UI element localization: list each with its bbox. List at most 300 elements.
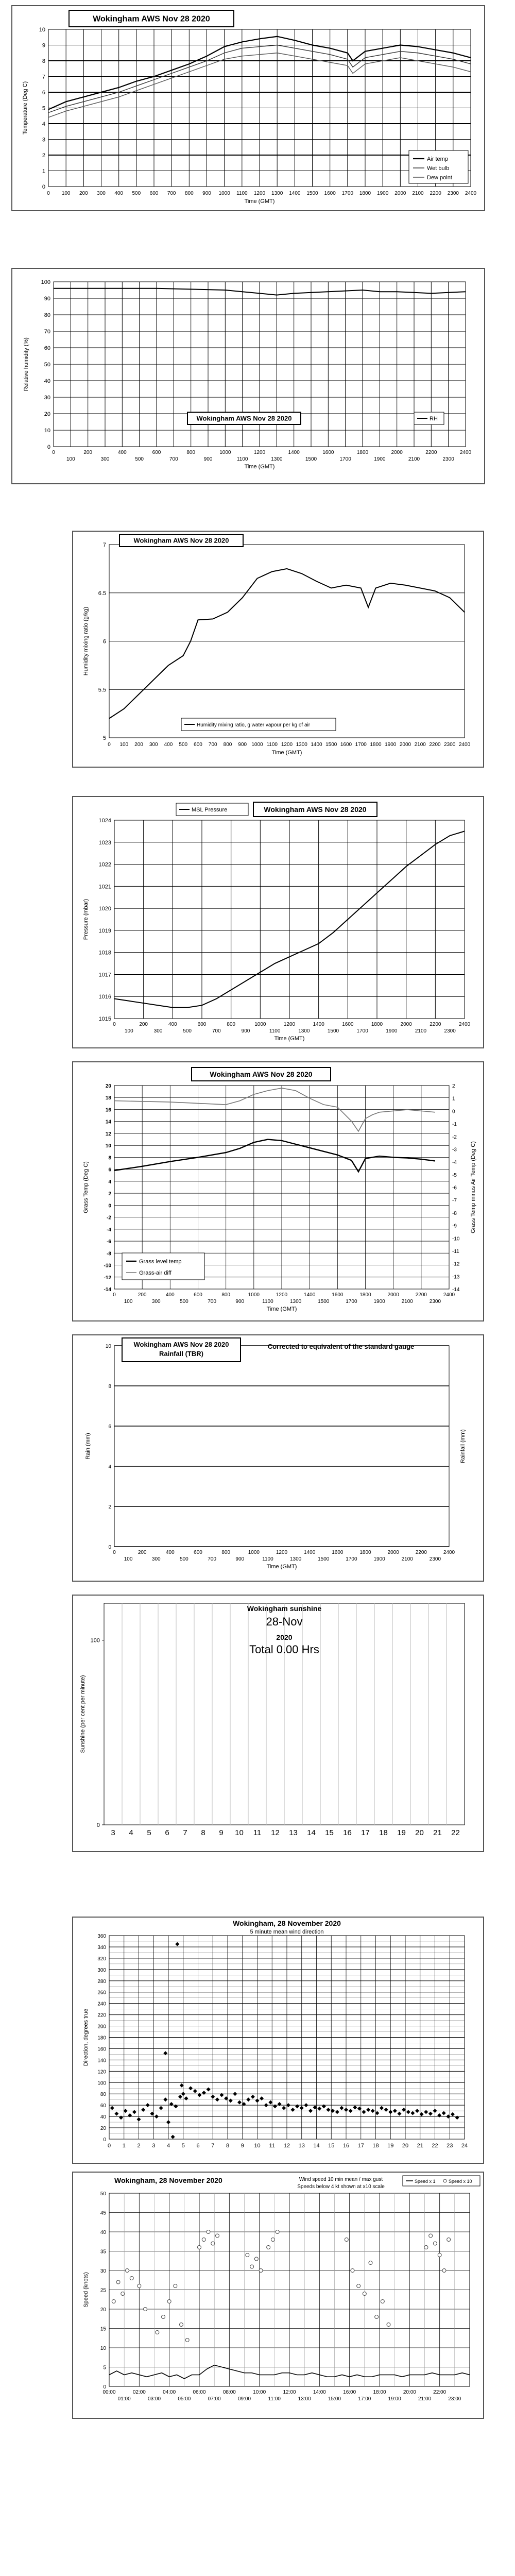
y-tick-label: 5: [103, 2365, 106, 2371]
y2-tick-label: -3: [452, 1147, 457, 1153]
direction-point: [251, 2095, 255, 2099]
y-tick-label: 60: [100, 2103, 106, 2109]
y-tick-label: 1022: [98, 861, 111, 868]
x-tick-label: 1800: [359, 1292, 371, 1298]
y2-tick-label: -6: [452, 1185, 457, 1191]
x-tick-label: 600: [149, 191, 159, 196]
x-tick-label: 9: [241, 2143, 244, 2149]
x-tick-label: 500: [180, 1556, 188, 1562]
direction-point: [166, 2120, 170, 2124]
y2-tick-label: -7: [452, 1198, 457, 1204]
x-tick-label: 2100: [414, 742, 426, 748]
direction-point: [163, 2097, 167, 2102]
speed-x10-point: [198, 2246, 201, 2249]
y-tick-label: 10: [105, 1344, 111, 1349]
x-tick-label: 700: [208, 1299, 216, 1304]
direction-point: [384, 2108, 388, 2112]
x-tick-label: 2000: [387, 1550, 399, 1555]
direction-point: [304, 2103, 308, 2107]
speed-x10-point: [369, 2261, 372, 2265]
chart-date: 28-Nov: [266, 1615, 303, 1628]
x-tick-label: 1700: [346, 1299, 357, 1304]
x-tick-label: 20:00: [403, 2389, 416, 2395]
y-tick-label: 0: [47, 444, 50, 450]
y2-tick-label: -14: [452, 1287, 460, 1293]
rainfall-chart: [73, 1335, 483, 1581]
legend-label: Air temp: [427, 156, 448, 162]
x-tick-label: 7: [183, 1828, 187, 1837]
x-tick-label: 200: [134, 742, 143, 748]
y2-tick-label: 1: [452, 1096, 455, 1102]
x-tick-label: 04:00: [163, 2389, 176, 2395]
x-tick-label: 800: [227, 1022, 236, 1027]
y-tick-label: 15: [100, 2326, 106, 2332]
x-tick-label: 1500: [306, 191, 318, 196]
x-tick-label: 1300: [289, 1556, 302, 1562]
direction-point: [137, 2117, 141, 2122]
x-tick-label: 1200: [276, 1292, 288, 1298]
speed-x10-point: [271, 2238, 274, 2242]
y-tick-label: 50: [44, 362, 50, 368]
chart-title: Wokingham AWS Nov 28 2020: [210, 1070, 313, 1078]
x-tick-label: 0: [107, 2143, 111, 2149]
x-tick-label: 1800: [359, 191, 371, 196]
direction-point: [388, 2110, 392, 2114]
x-tick-label: 14:00: [313, 2389, 326, 2395]
speed-x10-point: [116, 2280, 120, 2284]
direction-point: [344, 2108, 348, 2112]
x-tick-label: 1300: [289, 1299, 302, 1304]
legend: [122, 1253, 204, 1280]
x-tick-label: 900: [241, 1028, 250, 1034]
chart-subtitle-2: Speeds below 4 kt shown at x10 scale: [297, 2184, 385, 2190]
legend: [181, 718, 336, 731]
x-tick-label: 1400: [313, 1022, 324, 1027]
x-tick-label: 17:00: [358, 2396, 371, 2402]
y-tick-label: 180: [97, 2035, 106, 2041]
x-tick-label: 20: [402, 2143, 409, 2149]
x-tick-label: 1800: [356, 450, 369, 455]
direction-point: [415, 2109, 419, 2113]
x-tick-label: 200: [138, 1550, 147, 1555]
x-tick-label: 13: [289, 1828, 298, 1837]
direction-point: [398, 2112, 402, 2116]
x-tick-label: 800: [186, 450, 196, 455]
x-tick-label: 10: [254, 2143, 261, 2149]
mixing-ratio-chart: [73, 532, 483, 767]
x-tick-label: 05:00: [178, 2396, 191, 2402]
direction-point: [455, 2115, 459, 2120]
x-tick-label: 800: [184, 191, 194, 196]
chart-title: Wokingham, 28 November 2020: [233, 1919, 341, 1927]
y-tick-label: 4: [42, 121, 45, 127]
y-axis-label: Direction, degrees true: [83, 2008, 89, 2066]
x-tick-label: 2400: [458, 742, 471, 748]
direction-point: [114, 2112, 118, 2116]
x-tick-label: 21: [433, 1828, 442, 1837]
x-tick-label: 1000: [248, 1292, 260, 1298]
direction-point: [154, 2114, 159, 2119]
x-tick-label: 1100: [262, 1556, 273, 1562]
x-tick-label: 13:00: [298, 2396, 311, 2402]
direction-point: [380, 2106, 384, 2110]
x-tick-label: 1500: [318, 1556, 330, 1562]
y-tick-label: 6: [102, 638, 106, 645]
y-tick-label: 300: [97, 1967, 106, 1973]
speed-x10-point: [156, 2331, 159, 2334]
y-tick-label: 2: [108, 1504, 111, 1510]
x-axis-label: Time (GMT): [244, 198, 275, 205]
x-tick-label: 2400: [458, 1022, 471, 1027]
x-tick-label: 12:00: [283, 2389, 296, 2395]
x-tick-label: 16: [342, 2143, 350, 2149]
speed-x10-point: [180, 2323, 183, 2327]
x-tick-label: 1000: [218, 191, 230, 196]
legend-label: Grass-air diff: [139, 1270, 171, 1276]
x-tick-label: 1200: [281, 742, 293, 748]
y2-tick-label: -11: [452, 1248, 459, 1255]
y2-tick-label: -1: [452, 1122, 457, 1128]
x-tick-label: 800: [221, 1550, 231, 1555]
x-tick-label: 07:00: [208, 2396, 221, 2402]
x-tick-label: 1800: [371, 1022, 383, 1027]
direction-point: [308, 2109, 313, 2113]
x-tick-label: 1400: [288, 450, 300, 455]
chart-subtitle: Rainfall (TBR): [159, 1350, 203, 1358]
y-tick-label: 260: [97, 1990, 106, 1996]
x-tick-label: 400: [164, 742, 173, 748]
y-tick-label: 30: [44, 395, 50, 401]
series-line-grass-temp: [114, 1140, 435, 1172]
direction-point: [128, 2113, 132, 2117]
y-tick-label: -12: [104, 1275, 111, 1281]
x-tick-label: 19: [387, 2143, 394, 2149]
x-tick-label: 900: [203, 456, 213, 462]
x-tick-label: 700: [167, 191, 176, 196]
legend-label: RH: [430, 416, 438, 422]
x-tick-label: 1900: [374, 456, 386, 462]
speed-x10-point: [130, 2277, 133, 2280]
chart-year: 2020: [276, 1633, 293, 1641]
x-tick-label: 300: [149, 742, 158, 748]
direction-point: [442, 2111, 446, 2115]
x-tick-label: 0: [113, 1550, 116, 1555]
x-tick-label: 2200: [415, 1292, 427, 1298]
y-tick-label: 3: [42, 137, 45, 143]
x-tick-label: 5: [181, 2143, 185, 2149]
x-tick-label: 100: [124, 1028, 133, 1034]
chart-title: Wokingham AWS Nov 28 2020: [264, 805, 367, 814]
x-tick-label: 300: [97, 191, 106, 196]
y-tick-label: 6: [108, 1424, 111, 1430]
grass-temp-chart-panel: [72, 1061, 484, 1321]
x-tick-label: 8: [226, 2143, 230, 2149]
y2-tick-label: -12: [452, 1261, 460, 1267]
x-tick-label: 10:00: [253, 2389, 266, 2395]
direction-point: [202, 2091, 206, 2095]
x-tick-label: 2100: [415, 1028, 427, 1034]
rainfall-chart-panel: [72, 1334, 484, 1582]
x-tick-label: 2000: [387, 1292, 399, 1298]
y-tick-label: 1016: [98, 994, 111, 1001]
x-tick-label: 300: [153, 1028, 163, 1034]
x-tick-label: 20: [415, 1828, 424, 1837]
x-tick-label: 1500: [305, 456, 317, 462]
wind-speed-chart: [73, 2173, 483, 2418]
x-tick-label: 1900: [373, 1556, 385, 1562]
legend: [414, 412, 444, 425]
y-tick-label: 1021: [98, 884, 111, 890]
x-tick-label: 1600: [340, 742, 352, 748]
x-tick-label: 900: [202, 191, 211, 196]
mixing-ratio-chart-panel: [72, 531, 484, 768]
x-tick-label: 2: [137, 2143, 141, 2149]
y-tick-label: 240: [97, 2001, 106, 2007]
x-tick-label: 4: [129, 1828, 133, 1837]
x-tick-label: 800: [221, 1292, 231, 1298]
speed-x10-point: [126, 2269, 129, 2273]
direction-point: [171, 2135, 175, 2139]
direction-point: [237, 2100, 242, 2105]
y-axis-label: Relative humidity (%): [23, 337, 29, 391]
x-tick-label: 700: [212, 1028, 221, 1034]
y2-axis-label: Rainfall (mm): [460, 1429, 466, 1463]
x-tick-label: 1900: [377, 191, 389, 196]
x-tick-label: 2300: [444, 742, 456, 748]
y-axis-label: Temperature (Deg C): [22, 81, 28, 135]
x-tick-label: 500: [132, 191, 141, 196]
y-tick-label: 80: [44, 312, 50, 318]
x-tick-label: 500: [135, 456, 144, 462]
x-tick-label: 23:00: [448, 2396, 461, 2402]
x-tick-label: 2300: [447, 191, 459, 196]
chart-title: Wokingham sunshine: [247, 1604, 322, 1613]
x-tick-label: 1000: [254, 1022, 266, 1027]
chart-note: Corrected to equivalent of the standard gauge: [267, 1343, 415, 1350]
direction-point: [353, 2106, 357, 2110]
direction-point: [335, 2110, 339, 2114]
x-tick-label: 1000: [251, 742, 263, 748]
direction-point: [295, 2104, 299, 2108]
y-tick-label: 160: [97, 2046, 106, 2053]
y-tick-label: 320: [97, 1956, 106, 1962]
y-tick-label: 0: [108, 1545, 111, 1550]
y-tick-label: 30: [100, 2268, 106, 2274]
direction-point: [193, 2089, 197, 2093]
x-tick-label: 300: [100, 456, 110, 462]
y-tick-label: -6: [107, 1239, 111, 1245]
sunshine-chart: [73, 1596, 483, 1851]
x-tick-label: 6: [196, 2143, 200, 2149]
pressure-chart: [73, 797, 483, 1047]
x-tick-label: 2400: [443, 1550, 455, 1555]
chart-title: Wokingham AWS Nov 28 2020: [133, 536, 229, 545]
direction-point: [255, 2098, 260, 2103]
x-tick-label: 200: [139, 1022, 148, 1027]
wind-speed-chart-panel: [72, 2172, 484, 2419]
x-tick-label: 2100: [401, 1299, 413, 1304]
x-tick-label: 900: [235, 1299, 245, 1304]
x-tick-label: 1: [122, 2143, 126, 2149]
plot-frame: [114, 1346, 449, 1547]
x-tick-label: 500: [179, 742, 188, 748]
direction-point: [433, 2109, 437, 2113]
x-tick-label: 1100: [236, 456, 248, 462]
direction-point: [260, 2096, 264, 2100]
x-tick-label: 11: [269, 2143, 275, 2149]
humidity-chart-panel: [11, 268, 485, 484]
x-tick-label: 01:00: [117, 2396, 131, 2402]
x-tick-label: 0: [113, 1022, 116, 1027]
x-tick-label: 0: [52, 450, 55, 455]
y-tick-label: 90: [44, 296, 50, 302]
x-tick-label: 16:00: [343, 2389, 356, 2395]
direction-point: [169, 2102, 174, 2106]
y2-tick-label: -9: [452, 1223, 457, 1229]
x-tick-label: 200: [83, 450, 93, 455]
x-tick-label: 22: [451, 1828, 460, 1837]
x-axis-label: Time (GMT): [244, 464, 275, 470]
x-tick-label: 400: [117, 450, 127, 455]
chart-subtitle: 5 minute mean wind direction: [250, 1929, 324, 1935]
speed-x10-point: [351, 2269, 354, 2273]
legend-label: Humidity mixing ratio, g water vapour per kg of air: [197, 722, 311, 728]
y-axis-label: Sunshine (per cent per minute): [80, 1675, 86, 1753]
x-tick-label: 1300: [271, 191, 283, 196]
x-tick-label: 2200: [429, 742, 441, 748]
x-tick-label: 18: [372, 2143, 379, 2149]
x-tick-label: 22:00: [433, 2389, 447, 2395]
speed-x10-point: [363, 2292, 366, 2296]
x-tick-label: 11: [253, 1828, 262, 1837]
x-tick-label: 1600: [332, 1550, 344, 1555]
x-tick-label: 1600: [322, 450, 334, 455]
x-tick-label: 12: [283, 2143, 290, 2149]
x-tick-label: 08:00: [222, 2389, 236, 2395]
x-tick-label: 1600: [332, 1292, 344, 1298]
y-tick-label: 14: [105, 1119, 111, 1125]
direction-point: [339, 2106, 344, 2110]
y-tick-label: 12: [105, 1131, 111, 1137]
x-tick-label: 2000: [391, 450, 403, 455]
direction-point: [233, 2092, 237, 2096]
speed-x10-point: [167, 2300, 171, 2303]
direction-point: [246, 2097, 250, 2102]
series-line-grass-air-diff: [114, 1088, 435, 1131]
legend-swatch: [443, 2179, 447, 2182]
y-tick-label: 10: [39, 27, 45, 33]
speed-x10-point: [207, 2230, 210, 2234]
direction-point: [291, 2108, 295, 2112]
legend-label: Speed x 1: [415, 2179, 436, 2184]
x-axis-label: Time (GMT): [274, 1036, 305, 1042]
x-tick-label: 2300: [444, 1028, 456, 1034]
x-tick-label: 100: [61, 191, 71, 196]
y-tick-label: 0: [42, 184, 45, 190]
y-tick-label: 25: [100, 2287, 106, 2294]
x-tick-label: 00:00: [102, 2389, 116, 2395]
x-tick-label: 500: [183, 1028, 192, 1034]
x-tick-label: 18:00: [373, 2389, 386, 2395]
y-tick-label: 100: [41, 279, 50, 285]
x-tick-label: 8: [201, 1828, 205, 1837]
y-tick-label: 45: [100, 2210, 106, 2216]
direction-point: [110, 2106, 114, 2110]
x-tick-label: 1100: [262, 1299, 273, 1304]
x-tick-label: 16: [343, 1828, 352, 1837]
chart-title: Wokingham AWS Nov 28 2020: [133, 1341, 229, 1348]
y-tick-label: 5: [102, 735, 106, 741]
x-tick-label: 2000: [394, 191, 406, 196]
y-axis-label: Speed (knots): [83, 2272, 89, 2308]
direction-point: [174, 2104, 178, 2108]
y-tick-label: 20: [100, 2126, 106, 2132]
y-tick-label: 10: [105, 1143, 111, 1149]
y-tick-label: 6: [108, 1167, 111, 1173]
legend-label: Dew point: [427, 175, 452, 181]
y-tick-label: 2: [42, 152, 45, 159]
speed-x10-point: [381, 2300, 384, 2303]
y-tick-label: 0: [103, 2137, 106, 2143]
direction-point: [211, 2095, 215, 2099]
direction-point: [300, 2106, 304, 2110]
x-tick-label: 600: [197, 1022, 207, 1027]
x-tick-label: 14: [313, 2143, 320, 2149]
direction-point: [428, 2112, 433, 2116]
legend: [409, 150, 468, 183]
direction-point: [264, 2103, 268, 2107]
x-tick-label: 1200: [253, 191, 266, 196]
y-tick-label: -10: [104, 1263, 111, 1269]
x-tick-label: 100: [124, 1299, 133, 1304]
speed-x10-point: [375, 2315, 379, 2319]
y-tick-label: 50: [100, 2191, 106, 2197]
y2-tick-label: -10: [452, 1236, 460, 1242]
y-tick-label: 100: [97, 2080, 106, 2087]
x-tick-label: 1200: [253, 450, 266, 455]
x-tick-label: 9: [219, 1828, 224, 1837]
speed-x10-point: [433, 2242, 437, 2245]
x-tick-label: 0: [47, 191, 50, 196]
direction-point: [132, 2110, 136, 2114]
y2-axis-label: Grass Temp minus Air Temp (Deg C): [470, 1141, 476, 1233]
legend: [176, 803, 248, 816]
y-tick-label: 20: [44, 411, 50, 417]
direction-point: [178, 2095, 182, 2099]
sunshine-chart-panel: [72, 1595, 484, 1852]
x-tick-label: 1700: [341, 191, 353, 196]
chart-subtitle: Wind speed 10 min mean / max gust: [299, 2177, 383, 2182]
x-tick-label: 500: [180, 1299, 188, 1304]
x-tick-label: 19:00: [388, 2396, 401, 2402]
y-tick-label: 8: [108, 1384, 111, 1389]
x-tick-label: 1700: [356, 1028, 368, 1034]
direction-point: [371, 2109, 375, 2113]
y-tick-label: 20: [105, 1083, 111, 1089]
y2-tick-label: -4: [452, 1160, 457, 1166]
y-axis-label: Pressure (mbar): [83, 899, 89, 940]
y-tick-label: 60: [44, 345, 50, 351]
y-tick-label: 35: [100, 2249, 106, 2255]
grass-temp-chart: [73, 1062, 483, 1320]
y-axis-label: Grass Temp (Deg C): [83, 1161, 89, 1213]
x-tick-label: 1700: [339, 456, 351, 462]
direction-point: [451, 2112, 455, 2116]
x-tick-label: 22: [432, 2143, 438, 2149]
y-tick-label: 6.5: [98, 590, 106, 597]
x-tick-label: 2200: [430, 1022, 441, 1027]
x-tick-label: 100: [119, 742, 129, 748]
